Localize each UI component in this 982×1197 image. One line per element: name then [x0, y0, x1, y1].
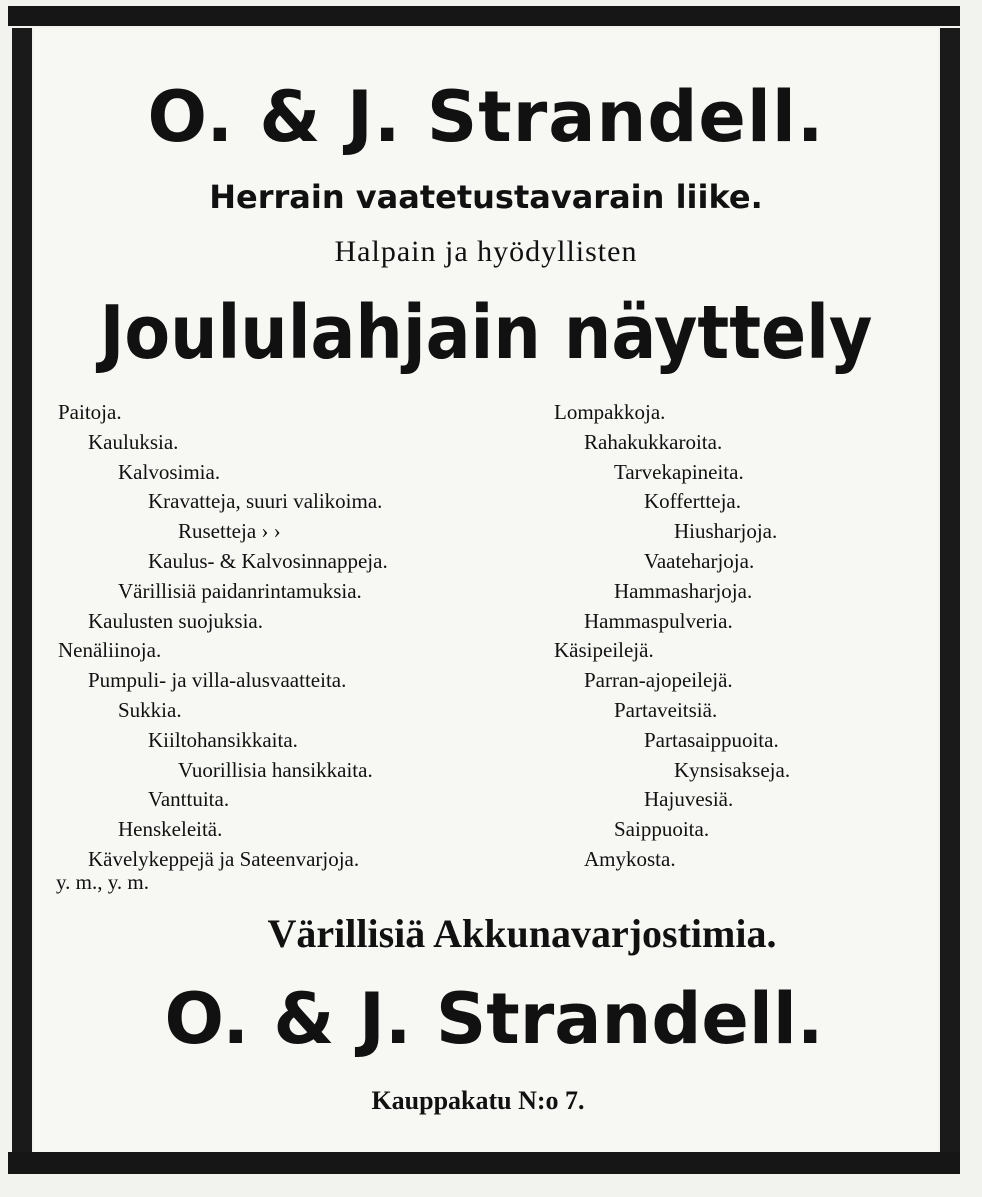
list-item: Koffertteja.	[644, 489, 741, 514]
headline: Joululahjain näyttely	[99, 290, 873, 376]
list-item: Kauluksia.	[88, 429, 179, 454]
firm-name-bottom: O. & J. Strandell.	[164, 978, 824, 1060]
list-item: Pumpuli- ja villa-alusvaatteita.	[88, 668, 347, 693]
list-item: Hiusharjoja.	[674, 519, 778, 544]
border-left	[12, 28, 32, 1154]
list-item: Parran-ajopeilejä.	[584, 668, 733, 693]
left-item-list	[58, 398, 388, 875]
list-item: Hammasharjoja.	[614, 578, 753, 603]
list-item: Nenäliinoja.	[58, 638, 162, 663]
list-item: Rusetteja › ›	[178, 519, 281, 544]
list-item: Kävelykeppejä ja Sateenvarjoja.	[88, 846, 360, 871]
address: Kauppakatu N:o 7.	[371, 1086, 585, 1115]
advertisement	[34, 28, 938, 1152]
intro-line: Halpain ja hyödyllisten	[334, 235, 638, 268]
list-item: Kaulus- & Kalvosinnappeja.	[148, 548, 388, 573]
list-item: Hammaspulveria.	[584, 608, 733, 633]
right-item-list	[554, 398, 790, 875]
list-item: Tarvekapineita.	[614, 459, 744, 484]
border-top	[8, 6, 960, 26]
list-item: Lompakkoja.	[554, 400, 666, 424]
list-item: Kynsisakseja.	[674, 757, 791, 782]
promo-line: Värillisiä Akkunavarjostimia.	[267, 911, 777, 956]
list-item: Partaveitsiä.	[614, 697, 718, 722]
border-bottom	[8, 1152, 960, 1174]
list-item: Paitoja.	[58, 400, 122, 424]
list-item: Partasaippuoita.	[644, 727, 779, 752]
list-item: Vanttuita.	[148, 787, 230, 812]
closing-text: y. m., y. m.	[56, 870, 149, 894]
list-item: Kravatteja, suuri valikoima.	[148, 489, 383, 514]
list-item: Vaateharjoja.	[644, 548, 755, 573]
list-item: Saippuoita.	[614, 817, 710, 842]
list-item: Amykosta.	[584, 846, 676, 871]
shop-subtitle: Herrain vaatetustavarain liike.	[209, 178, 763, 216]
list-item: Kiiltohansikkaita.	[148, 727, 298, 752]
list-item: Hajuvesiä.	[644, 787, 734, 812]
firm-name-top: O. & J. Strandell.	[147, 76, 825, 158]
list-item: Rahakukkaroita.	[584, 429, 723, 454]
list-item: Vuorillisia hansikkaita.	[178, 757, 373, 782]
list-item: Sukkia.	[118, 697, 182, 722]
list-item: Kaulusten suojuksia.	[88, 608, 263, 633]
list-item: Kalvosimia.	[118, 459, 221, 484]
list-item: Värillisiä paidanrintamuksia.	[118, 578, 362, 603]
list-item: Henskeleitä.	[118, 817, 223, 842]
list-item: Käsipeilejä.	[554, 638, 654, 663]
